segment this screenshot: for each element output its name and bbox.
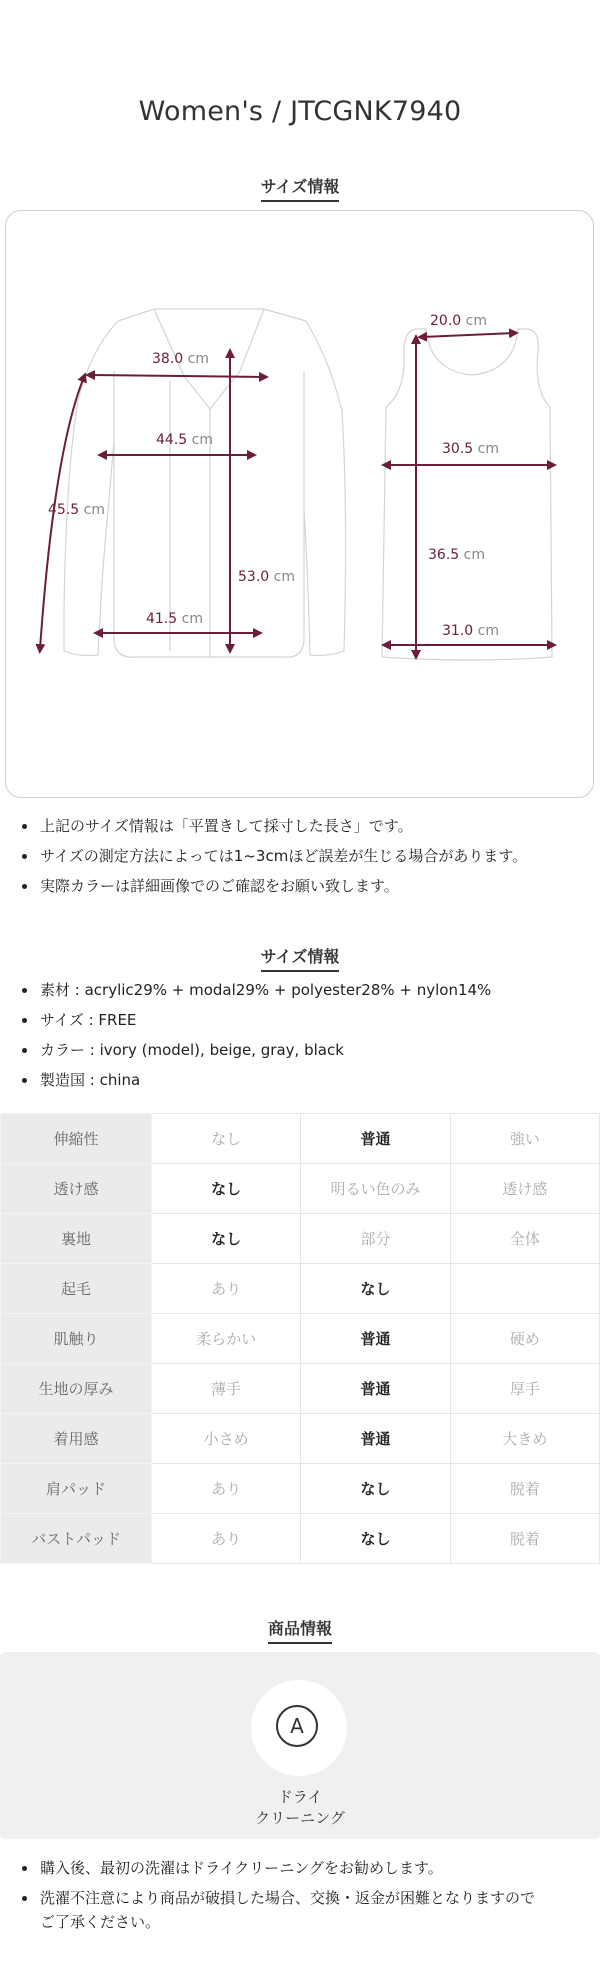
table-row xyxy=(1,1414,600,1464)
attribute-option: 脱着 xyxy=(450,1514,599,1564)
list-item: 購入後、最初の洗濯はドライクリーニングをお勧めします。 xyxy=(0,1858,600,1878)
size-diagram-svg xyxy=(6,211,595,799)
camisole-neck-label: 20.0 cm xyxy=(430,313,487,329)
table-row xyxy=(1,1364,600,1414)
fabric-attribute-table xyxy=(0,1113,600,1564)
attribute-option: 小さめ xyxy=(152,1414,301,1464)
table-row xyxy=(1,1464,600,1514)
attribute-label: 生地の厚み xyxy=(1,1364,152,1414)
camisole-measurements xyxy=(386,333,552,655)
size-diagram xyxy=(5,210,594,798)
camisole-sketch xyxy=(382,329,552,660)
cardigan-labels xyxy=(48,351,295,627)
attribute-option: 脱着 xyxy=(450,1464,599,1514)
attribute-option: 普通 xyxy=(301,1414,450,1464)
cardigan-sleeve-label: 45.5 cm xyxy=(48,502,105,518)
attribute-option: なし xyxy=(152,1114,301,1164)
cardigan-shoulder-label: 38.0 cm xyxy=(152,351,209,367)
attribute-label: 肩パッド xyxy=(1,1464,152,1514)
dry-clean-icon: A xyxy=(276,1705,318,1747)
attribute-option: 柔らかい xyxy=(152,1314,301,1364)
care-label: ドライ クリーニング xyxy=(255,1788,345,1827)
attribute-option: 薄手 xyxy=(152,1364,301,1414)
attribute-label: 着用感 xyxy=(1,1414,152,1464)
attribute-label: 透け感 xyxy=(1,1164,152,1214)
attribute-option: 強い xyxy=(450,1114,599,1164)
table-row xyxy=(1,1264,600,1314)
spec-origin: 製造国 : china xyxy=(0,1070,600,1090)
cardigan-hem-label: 41.5 cm xyxy=(146,611,203,627)
table-row xyxy=(1,1214,600,1264)
care-notes xyxy=(0,1858,600,1942)
camisole-labels xyxy=(428,313,499,639)
camisole-hem-label: 31.0 cm xyxy=(442,623,499,639)
attribute-option: 普通 xyxy=(301,1114,450,1164)
product-info-heading: 商品情報 xyxy=(0,1616,600,1644)
table-row xyxy=(1,1164,600,1214)
attribute-option: あり xyxy=(152,1464,301,1514)
table-row xyxy=(1,1114,600,1164)
attribute-option: あり xyxy=(152,1264,301,1314)
attribute-option: なし xyxy=(152,1214,301,1264)
spec-size: サイズ : FREE xyxy=(0,1010,600,1030)
attribute-option: 厚手 xyxy=(450,1364,599,1414)
attribute-option: なし xyxy=(301,1464,450,1514)
list-item: 上記のサイズ情報は「平置きして採寸した長さ」です。 xyxy=(0,816,600,836)
attribute-option: あり xyxy=(152,1514,301,1564)
attribute-option: 普通 xyxy=(301,1364,450,1414)
attribute-option xyxy=(450,1264,599,1314)
table-row xyxy=(1,1514,600,1564)
attribute-option: なし xyxy=(301,1264,450,1314)
attribute-label: 肌触り xyxy=(1,1314,152,1364)
attribute-label: 伸縮性 xyxy=(1,1114,152,1164)
attribute-label: バストパッド xyxy=(1,1514,152,1564)
spec-colors: カラー : ivory (model), beige, gray, black xyxy=(0,1040,600,1060)
camisole-length-label: 36.5 cm xyxy=(428,547,485,563)
attribute-label: 起毛 xyxy=(1,1264,152,1314)
cardigan-shoulder-line xyxy=(90,375,264,377)
care-instructions-box xyxy=(0,1652,600,1839)
page-title: Women's / JTCGNK7940 xyxy=(138,96,462,127)
attribute-option: なし xyxy=(152,1164,301,1214)
attribute-option: 明るい色のみ xyxy=(301,1164,450,1214)
size-info-heading: サイズ情報 xyxy=(0,174,600,202)
size-notes xyxy=(0,816,600,906)
attribute-option: 硬め xyxy=(450,1314,599,1364)
attribute-option: 大きめ xyxy=(450,1414,599,1464)
cardigan-measurements xyxy=(40,353,264,649)
list-item: サイズの測定方法によっては1~3cmほど誤差が生じる場合があります。 xyxy=(0,846,600,866)
attribute-option: 全体 xyxy=(450,1214,599,1264)
attribute-option: なし xyxy=(301,1514,450,1564)
spec-heading: サイズ情報 xyxy=(0,944,600,972)
spec-material: 素材 : acrylic29% + modal29% + polyester28% + nylon14% xyxy=(0,980,600,1000)
camisole-chest-label: 30.5 cm xyxy=(442,441,499,457)
attribute-option: 普通 xyxy=(301,1314,450,1364)
cardigan-length-label: 53.0 cm xyxy=(238,569,295,585)
list-item-continuation: ご了承ください。 xyxy=(40,1913,161,1931)
list-item: 洗濯不注意により商品が破損した場合、交換・返金が困難となりますので xyxy=(0,1888,600,1908)
attribute-option: 部分 xyxy=(301,1214,450,1264)
attribute-label: 裏地 xyxy=(1,1214,152,1264)
table-row xyxy=(1,1314,600,1364)
spec-list xyxy=(0,980,600,1100)
list-item: 実際カラーは詳細画像でのご確認をお願い致します。 xyxy=(0,876,600,896)
cardigan-chest-label: 44.5 cm xyxy=(156,432,213,448)
camisole-neck-line xyxy=(422,333,514,337)
attribute-option: 透け感 xyxy=(450,1164,599,1214)
